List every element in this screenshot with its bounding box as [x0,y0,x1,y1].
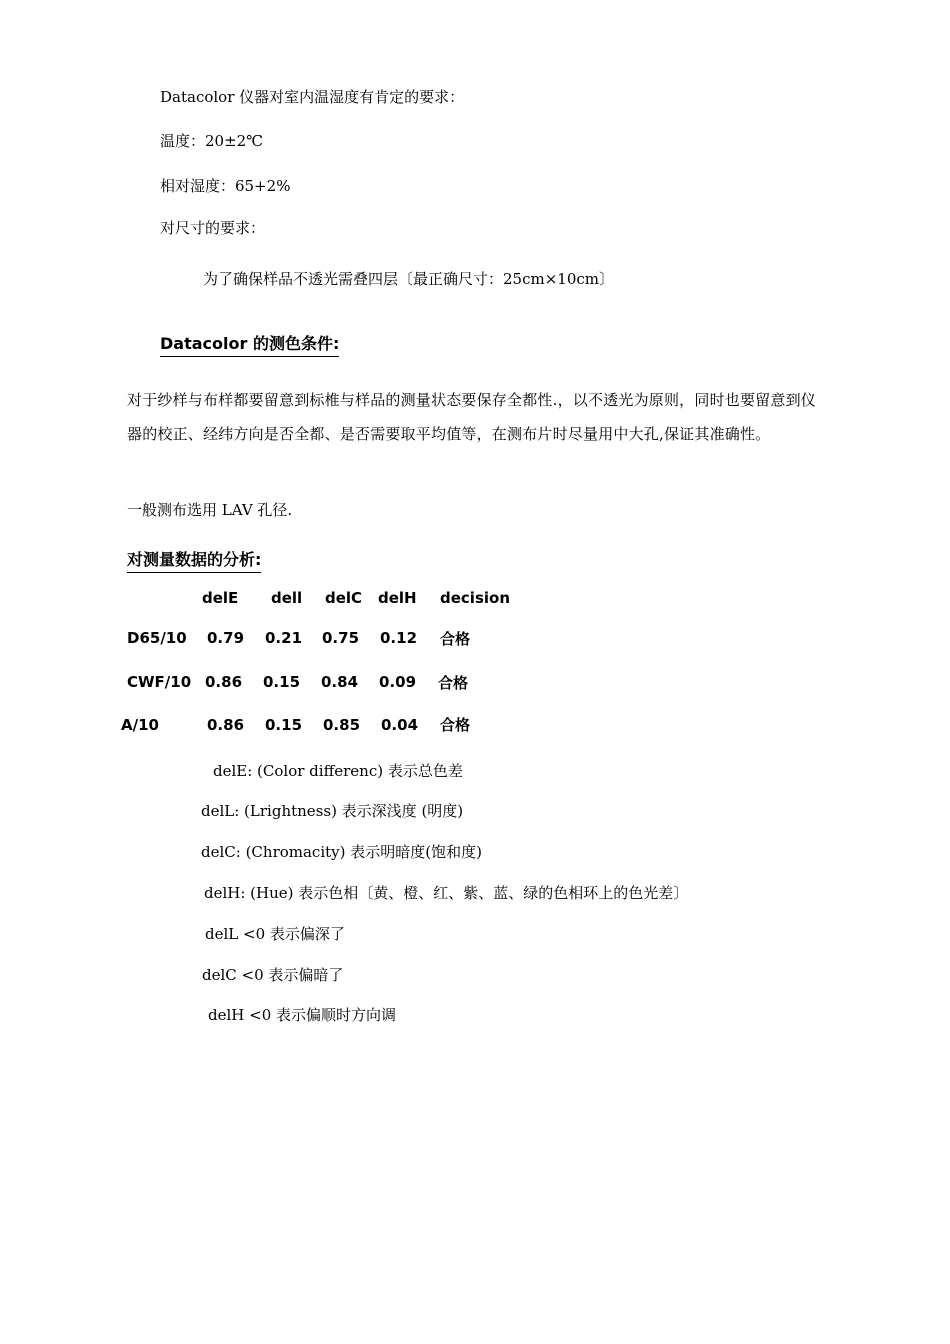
column-header-delc: delC [325,589,363,607]
sample-note-part2: 〔最正确尺寸：25cm×10cm〕 [398,270,615,288]
row-dell: 0.21 [265,629,303,647]
column-header-dele: delE [202,589,239,607]
sample-note-part1: 为了确保样品不透光需叠四层 [203,270,399,288]
definition-delh: delH: (Hue) 表示色相〔黄、橙、红、紫、蓝、绿的色相环上的色光差〕 [204,884,689,902]
definition-dell-negative: delL <0 表示偏深了 [205,925,345,943]
humidity-line: 相对湿度：65+2% [160,177,291,195]
aperture-line: 一般测布选用 LAV 孔径. [127,501,293,519]
row-dell: 0.15 [265,716,303,734]
row-dell: 0.15 [263,673,301,691]
row-dele: 0.86 [205,673,243,691]
definition-delc-negative: delC <0 表示偏暗了 [202,966,344,984]
temperature-line: 温度：20±2℃ [160,132,263,150]
row-delh: 0.12 [380,629,418,647]
row-delc: 0.75 [322,629,360,647]
row-delh: 0.04 [381,716,419,734]
row-illuminant: A/10 [121,716,159,734]
row-delc: 0.84 [321,673,359,691]
analysis-heading: 对测量数据的分析: [127,549,261,573]
row-delh: 0.09 [379,673,417,691]
definition-dele: delE: (Color differenc) 表示总色差 [213,762,463,780]
row-illuminant: D65/10 [127,629,187,647]
requirement-line: Datacolor 仪器对室内温湿度有肯定的要求： [160,88,465,106]
row-decision: 合格 [440,716,471,734]
row-dele: 0.86 [207,716,245,734]
column-header-dell: dell [271,589,303,607]
row-decision: 合格 [438,674,469,692]
definition-delh-negative: delH <0 表示偏顺时方向调 [208,1006,397,1024]
row-illuminant: CWF/10 [127,673,192,691]
row-dele: 0.79 [207,629,245,647]
size-requirement-line: 对尺寸的要求： [160,219,266,237]
conditions-paragraph: 对于纱样与布样都要留意到标椎与样品的测量状态要保存全都性.，以不透光为原则，同时也要留意到仪器的校正、经纬方向是否全都、是否需要取平均值等，在测布片时尽量用中大孔,保证其准确性。 [127,391,816,443]
row-delc: 0.85 [323,716,361,734]
column-header-delh: delH [378,589,417,607]
conditions-heading: Datacolor 的测色条件: [160,333,339,357]
definition-delc: delC: (Chromacity) 表示明暗度(饱和度) [201,843,482,861]
row-decision: 合格 [440,630,471,648]
sample-note-line [203,269,614,289]
definition-dell: delL: (Lrightness) 表示深浅度 (明度) [201,802,464,820]
column-header-decision: decision [440,589,510,607]
